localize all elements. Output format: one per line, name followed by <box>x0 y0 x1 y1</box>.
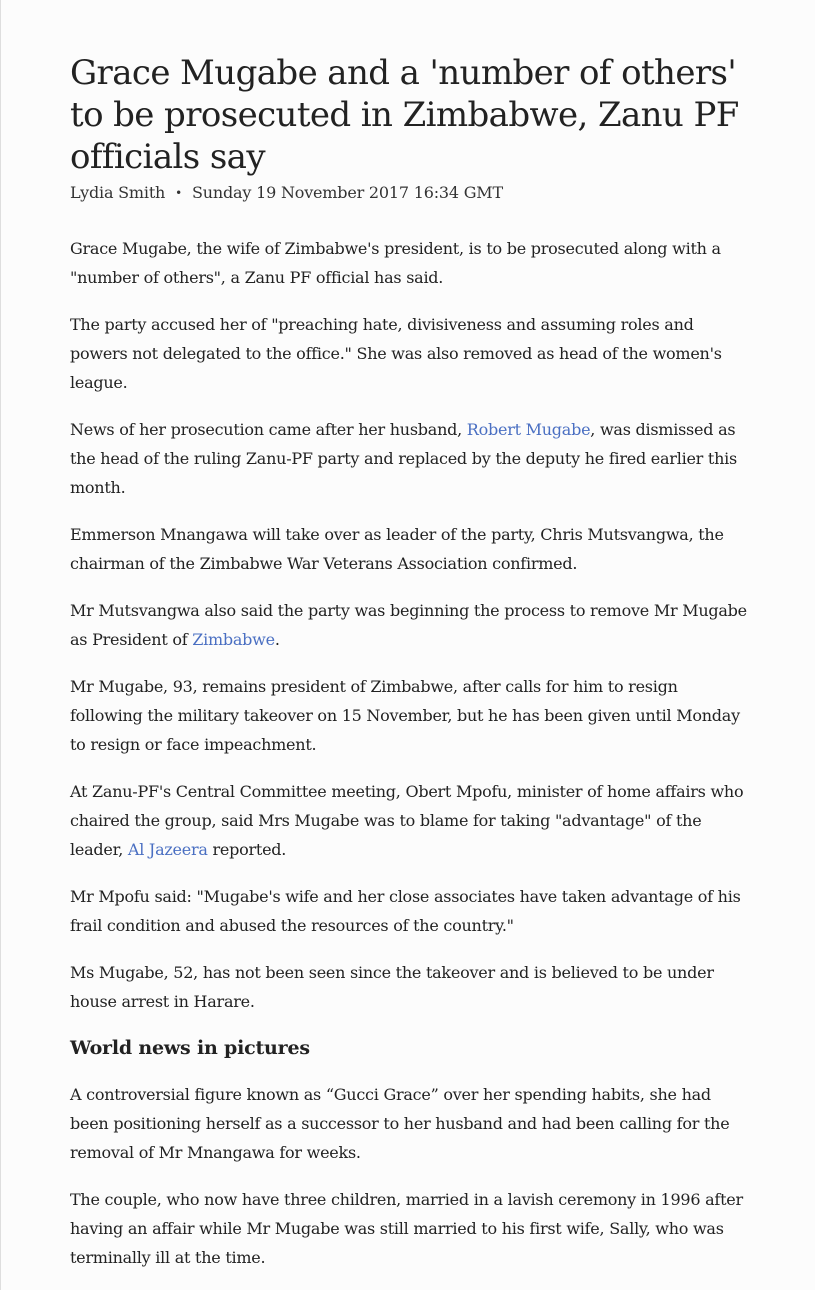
paragraph-9: Ms Mugabe, 52, has not been seen since the takeover and is believed to be under house arrest in Harare. <box>70 963 714 1011</box>
al-jazeera-link[interactable]: Al Jazeera <box>127 840 208 859</box>
paragraph-3-text-before: News of her prosecution came after her husband, <box>70 420 467 439</box>
paragraph-8: Mr Mpofu said: "Mugabe's wife and her close associates have taken advantage of his frail condition and abused the resources of the country." <box>70 887 741 935</box>
paragraph-3-text-after: , was dismissed as the head of the ruling Zanu-PF party and replaced by the deputy he fired earlier this month. <box>70 420 737 497</box>
author-name: Lydia Smith <box>70 183 166 202</box>
byline <box>70 181 750 205</box>
publish-date: Sunday 19 November 2017 16:34 GMT <box>192 183 503 202</box>
article-headline: Grace Mugabe and a 'number of others' to be prosecuted in Zimbabwe, Zanu PF officials say <box>70 53 739 177</box>
page-left-border <box>0 0 1 1290</box>
paragraph-7 <box>70 777 750 864</box>
paragraph-5-text-before: Mr Mutsvangwa also said the party was beginning the process to remove Mr Mugabe as President of <box>70 601 747 649</box>
paragraph-6: Mr Mugabe, 93, remains president of Zimbabwe, after calls for him to resign following the military takeover on 15 November, but he has been given until Monday to resign or face impeachment. <box>70 677 740 754</box>
byline-separator: • <box>175 186 183 200</box>
paragraph-5-text-after: . <box>274 630 280 649</box>
zimbabwe-link[interactable]: Zimbabwe <box>192 630 275 649</box>
paragraph-2: The party accused her of "preaching hate, divisiveness and assuming roles and powers not delegated to the office." She was also removed as head of the women's league. <box>70 315 722 392</box>
paragraph-5 <box>70 596 750 654</box>
paragraph-3 <box>70 415 750 502</box>
article-body <box>70 234 750 1272</box>
world-news-subheading: World news in pictures <box>70 1037 310 1059</box>
article <box>70 52 750 1290</box>
paragraph-7-text-before: At Zanu-PF's Central Committee meeting, Obert Mpofu, minister of home affairs who chaired the group, said Mrs Mugabe was to blame for taking "advantage" of the leader, <box>70 782 744 859</box>
robert-mugabe-link[interactable]: Robert Mugabe <box>466 420 591 439</box>
paragraph-4: Emmerson Mnangawa will take over as leader of the party, Chris Mutsvangwa, the chairman of the Zimbabwe War Veterans Association confirmed. <box>70 525 724 573</box>
paragraph-11: The couple, who now have three children, married in a lavish ceremony in 1996 after having an affair while Mr Mugabe was still married to his first wife, Sally, who was terminally ill at the time. <box>70 1190 743 1267</box>
paragraph-10: A controversial figure known as “Gucci Grace” over her spending habits, she had been positioning herself as a successor to her husband and had been calling for the removal of Mr Mnangawa for weeks. <box>70 1085 730 1162</box>
paragraph-7-text-after: reported. <box>207 840 287 859</box>
paragraph-1: Grace Mugabe, the wife of Zimbabwe's president, is to be prosecuted along with a "number of others", a Zanu PF official has said. <box>70 239 721 287</box>
